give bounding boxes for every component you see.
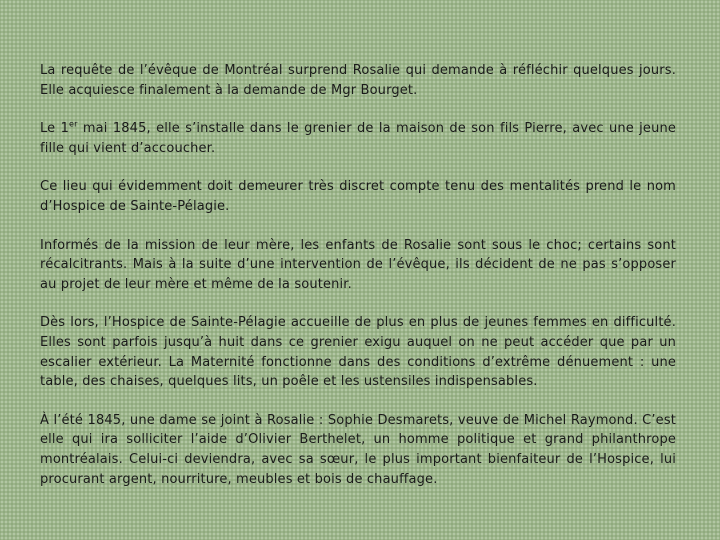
paragraph-first-of-may [40, 119, 676, 158]
paragraph-summer-1845: À l’été 1845, une dame se joint à Rosalie : Sophie Desmarets, veuve de Michel Raymond. C’est elle qui ira solliciter l’aide d’Olivier Berthelet, un homme politique et grand philanthrope montréalais. Celui-ci deviendra, avec sa sœur, le plus important bienfaiteur de l’Hospice, lui procurant argent, nourriture, meubles et bois de chauffage. [40, 412, 676, 487]
paragraph-first-of-may-start: Le 1 [40, 121, 70, 137]
paragraph-request: La requête de l’évêque de Montréal surprend Rosalie qui demande à réfléchir quelques jours. Elle acquiesce finalement à la demande de Mgr Bourget. [40, 63, 676, 98]
paragraph-children-reaction: Informés de la mission de leur mère, les enfants de Rosalie sont sous le choc; certains sont récalcitrants. Mais à la suite d’une intervention de l’évêque, ils décident de ne pas s’opposer au projet de leur mère et même de la soutenir. [40, 237, 676, 292]
text-body [40, 61, 676, 508]
paragraph-first-of-may-end: mai 1845, elle s’installe dans le grenier de la maison de son fils Pierre, avec une jeune fille qui vient d’accoucher. [40, 121, 676, 156]
ordinal-superscript: er [69, 119, 78, 129]
paragraph-maternity-conditions: Dès lors, l’Hospice de Sainte-Pélagie accueille de plus en plus de jeunes femmes en difficulté. Elles sont parfois jusqu’à huit dans ce grenier exigu auquel on ne peut accéder que par un escalier extérieur. La Maternité fonctionne dans des conditions d’extrême dénuement : une table, des chaises, quelques lits, un poêle et les ustensiles indispensables. [40, 315, 676, 390]
paragraph-hospice-name: Ce lieu qui évidemment doit demeurer très discret compte tenu des mentalités prend le nom d’Hospice de Sainte-Pélagie. [40, 179, 676, 214]
